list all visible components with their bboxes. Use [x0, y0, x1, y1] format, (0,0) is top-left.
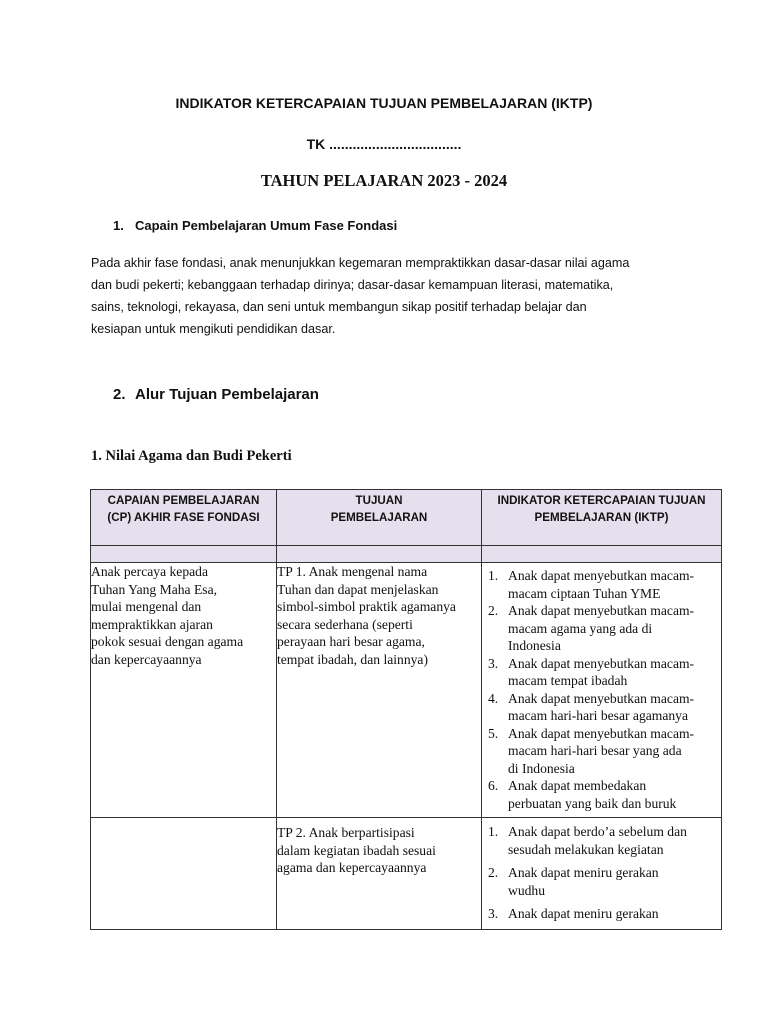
school-name: TK .................................. — [306, 136, 462, 152]
tp-line: perayaan hari besar agama, — [277, 634, 425, 649]
academic-year: TAHUN PELAJARAN 2023 - 2024 — [260, 171, 508, 190]
header-line: INDIKATOR KETERCAPAIAN TUJUAN — [497, 494, 706, 507]
indicator-item — [488, 567, 721, 602]
table-blank-row — [91, 546, 722, 563]
learning-objectives-table — [90, 489, 722, 930]
tp-line: Tuhan dan dapat menjelaskan — [277, 581, 439, 597]
indicator-line: Anak dapat meniru gerakan — [508, 865, 659, 880]
indicator-line: Anak dapat meniru gerakan — [508, 906, 659, 921]
tp-line: TP 1. Anak mengenal nama — [277, 564, 428, 579]
section-title: Alur Tujuan Pembelajaran — [135, 386, 319, 403]
iktp-cell — [482, 563, 722, 818]
indicator-line: macam hari-hari besar agamanya — [508, 708, 689, 723]
cp-line: dan kepercayaannya — [91, 651, 202, 667]
indicator-line: perbuatan yang baik dan buruk — [508, 795, 677, 811]
indicator-line: macam hari-hari besar yang ada — [508, 743, 682, 758]
blank-cell — [91, 546, 277, 563]
header-line: PEMBELAJARAN — [330, 511, 428, 524]
indicator-number: 1. — [488, 568, 499, 583]
header-iktp — [482, 490, 722, 546]
table-row — [91, 563, 722, 818]
paragraph-line: kesiapan untuk mengikuti pendidikan dasar. — [91, 322, 336, 336]
tp-line: tempat ibadah, dan lainnya) — [277, 651, 428, 667]
header-line: (CP) AKHIR FASE FONDASI — [107, 511, 260, 524]
tp-line: dalam kegiatan ibadah sesuai — [277, 842, 436, 858]
paragraph-line: Pada akhir fase fondasi, anak menunjukkan kegemaran mempraktikkan dasar-dasar nilai agama — [91, 256, 630, 270]
indicator-item — [488, 823, 721, 858]
cp-line: mulai mengenal dan — [91, 599, 202, 614]
indicator-line: Anak dapat membedakan — [508, 778, 647, 793]
cp-line: pokok sesuai dengan agama — [91, 634, 244, 649]
tp-line: secara sederhana (seperti — [277, 616, 413, 632]
header-line: PEMBELAJARAN (IKTP) — [534, 511, 669, 524]
indicator-list — [482, 818, 721, 923]
indicator-number: 2. — [488, 865, 499, 880]
indicator-line: di Indonesia — [508, 760, 575, 776]
cp-cell — [91, 818, 277, 930]
indicator-line: macam ciptaan Tuhan YME — [508, 585, 661, 601]
indicator-number: 3. — [488, 655, 499, 671]
cp-cell — [91, 563, 277, 818]
cp-line: Tuhan Yang Maha Esa, — [91, 581, 217, 597]
indicator-line: wudhu — [508, 882, 546, 898]
indicator-line: Anak dapat berdo’a sebelum dan — [508, 824, 687, 839]
section-title: Capain Pembelajaran Umum Fase Fondasi — [135, 218, 398, 233]
section-heading-2 — [113, 386, 319, 403]
indicator-line: Anak dapat menyebutkan macam- — [508, 603, 695, 618]
paragraph-line: sains, teknologi, rekayasa, dan seni untuk membangun sikap positif terhadap belajar dan — [91, 300, 587, 314]
indicator-line: Anak dapat menyebutkan macam- — [508, 690, 695, 706]
tp-line: TP 2. Anak berpartisipasi — [277, 825, 415, 840]
indicator-number: 4. — [488, 690, 499, 706]
indicator-number: 3. — [488, 906, 499, 921]
tp-line: simbol-simbol praktik agamanya — [277, 599, 456, 614]
indicator-number: 1. — [488, 824, 499, 839]
section-paragraph — [91, 252, 691, 340]
header-cp — [91, 490, 277, 546]
cp-line: mempraktikkan ajaran — [91, 616, 213, 632]
document-title: INDIKATOR KETERCAPAIAN TUJUAN PEMBELAJARAN (IKTP) — [175, 95, 593, 111]
indicator-item — [488, 690, 721, 725]
indicator-item — [488, 864, 721, 899]
paragraph-line: dan budi pekerti; kebanggaan terhadap dirinya; dasar-dasar kemampuan literasi, matematika, — [91, 278, 614, 292]
table-row — [91, 818, 722, 930]
header-tp — [277, 490, 482, 546]
indicator-item — [488, 602, 721, 655]
indicator-line: Anak dapat menyebutkan macam- — [508, 568, 695, 583]
subsection-heading: 1. Nilai Agama dan Budi Pekerti — [91, 448, 292, 464]
blank-cell — [482, 546, 722, 563]
indicator-line: Anak dapat menyebutkan macam- — [508, 725, 695, 741]
table-header-row — [91, 490, 722, 546]
indicator-item — [488, 905, 721, 923]
iktp-cell — [482, 818, 722, 930]
indicator-line: macam agama yang ada di — [508, 620, 653, 636]
indicator-item — [488, 725, 721, 778]
indicator-line: macam tempat ibadah — [508, 673, 628, 688]
tp-cell — [277, 563, 482, 818]
indicator-list — [482, 563, 721, 812]
cp-line: Anak percaya kepada — [91, 564, 208, 579]
indicator-item — [488, 777, 721, 812]
indicator-number: 5. — [488, 725, 499, 741]
section-number: 1. — [113, 218, 124, 233]
header-line: TUJUAN — [355, 494, 403, 507]
indicator-line: Indonesia — [508, 638, 561, 653]
indicator-item — [488, 655, 721, 690]
tp-cell — [277, 818, 482, 930]
section-number: 2. — [113, 386, 126, 403]
indicator-number: 2. — [488, 603, 499, 618]
header-line: CAPAIAN PEMBELAJARAN — [107, 494, 260, 507]
section-heading-1 — [113, 218, 397, 233]
indicator-line: sesudah melakukan kegiatan — [508, 841, 664, 857]
indicator-line: Anak dapat menyebutkan macam- — [508, 655, 695, 671]
indicator-number: 6. — [488, 778, 499, 793]
tp-line: agama dan kepercayaannya — [277, 860, 427, 875]
blank-cell — [277, 546, 482, 563]
